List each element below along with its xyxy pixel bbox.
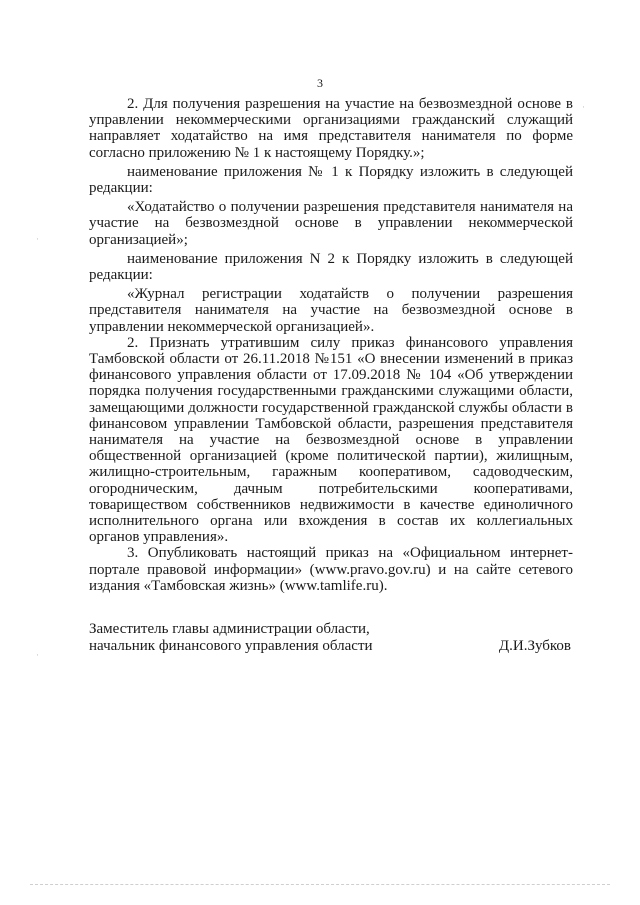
paragraph-appendix1-title: «Ходатайство о получении разрешения представителя нанимателя на участие на безвозмездной основе в управлении некоммерческой организацией»; xyxy=(89,199,573,248)
paragraph-appendix1-title-intro: наименование приложения № 1 к Порядку изложить в следующей редакции: xyxy=(89,163,573,197)
paragraph-clause-2: 2. Признать утратившим силу приказ финансового управления Тамбовской области от 26.11.2018 №151 «О внесении изменений в приказ финансового управления области от 17.09.2018 № 104 «Об утверждении порядка получения государственными гражданскими служащими области, замещающими должности государственной гражданской службы области в финансовом управлении Тамбовской области, разрешения представителя нанимателя на участие на безвозмездной основе в управлении общественной организацией (кроме политической партии), жилищным, жилищно-строительным, гаражным кооперативом, садоводческим, огородническим, дачным потребительскими кооперативами, товариществом собственников недвижимости в качестве единоличного исполнительного органа или вхождения в состав их коллегиальных органов управления». xyxy=(89,334,573,546)
signatory-position-line2: начальник финансового управления области xyxy=(89,637,373,654)
signature-block xyxy=(89,621,573,654)
signatory-position-line1: Заместитель главы администрации области, xyxy=(89,621,370,637)
signatory-name: Д.И.Зубков xyxy=(498,638,571,654)
paragraph-clause-3: 3. Опубликовать настоящий приказ на «Официальном интернет-портале правовой информации» (www.pravo.gov.ru) и на сайте сетевого издания «Тамбовская жизнь» (www.tamlife.ru). xyxy=(89,545,573,594)
page-number: 3 xyxy=(317,76,323,90)
document-body xyxy=(89,96,573,594)
paragraph-item-2: 2. Для получения разрешения на участие на безвозмездной основе в управлении некоммерческими организациями гражданский служащий направляет ходатайство на имя представителя нанимателя по форме согласно приложению № 1 к настоящему Порядку.»; xyxy=(89,96,573,161)
scan-speck: · xyxy=(36,650,39,660)
paragraph-appendix2-title: «Журнал регистрации ходатайств о получении разрешения представителя нанимателя на участие на безвозмездной основе в управлении некоммерческой организацией». xyxy=(89,286,573,335)
scan-speck: · xyxy=(582,102,585,112)
scan-edge-line xyxy=(30,884,610,885)
paragraph-appendix2-title-intro: наименование приложения N 2 к Порядку изложить в следующей редакции: xyxy=(89,250,573,284)
scan-speck: · xyxy=(36,234,39,244)
